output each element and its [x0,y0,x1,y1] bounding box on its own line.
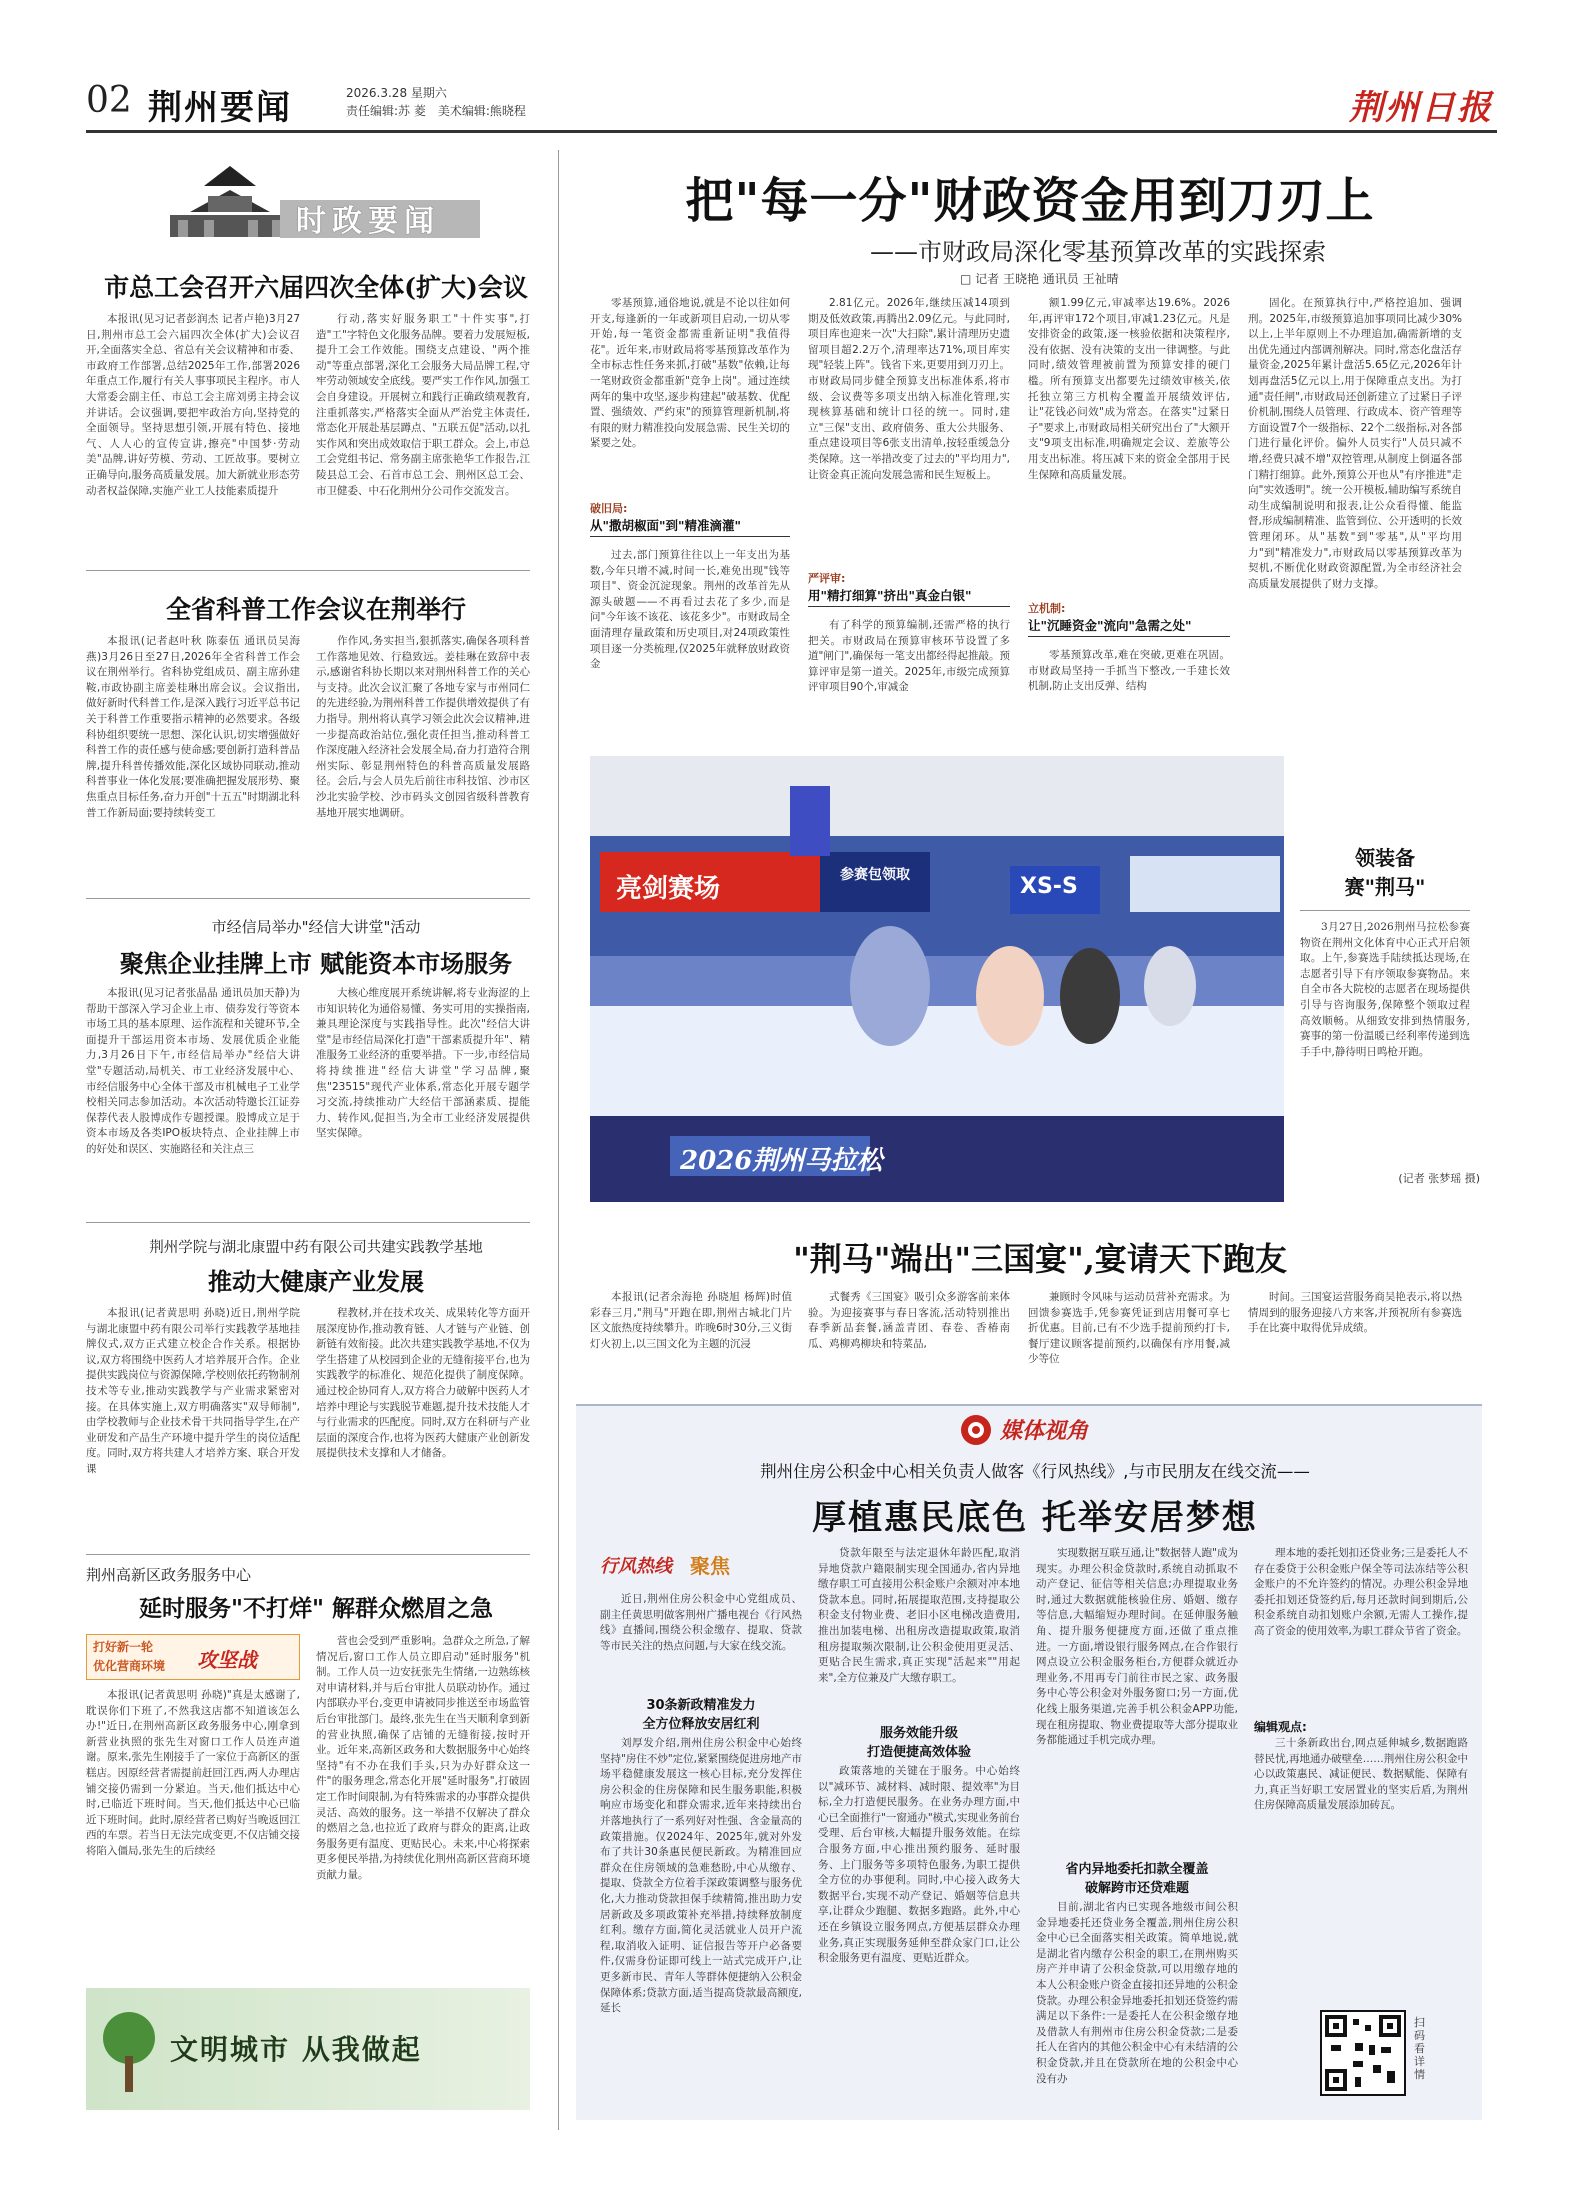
article-union-meeting-title: 市总工会召开六届四次全体(扩大)会议 [104,273,528,302]
subhead-label: 严评审: [808,572,846,585]
article-union-meeting-col1: 本报讯(见习记者彭润杰 记者卢艳)3月27日,荆州市总工会六届四次全体(扩大)会议召开,全面落实全总、省总有关会议精神和市委、市政府工作部署,总结2025年工作,部署2026年重点工作,履行有关人事事项民主程序。市人大常委会副主任、市总工会主席刘勇主持会议并讲话。会议强调,要把牢政治方向,坚持党的全面领导。坚持思想引领,开展有特色、接地气、人人心的宣传宣讲,擦亮"中国梦·劳动美"品牌,讲好劳模、劳动、工匠故事。要树立正确导向,服务高质量发展。加大新就业形态劳动者权益保障,实施产业工人技能素质提升 [86,313,300,497]
hotline-logo-text: 行风热线 [600,1556,672,1577]
media-col1-b: 刘厚发介绍,荆州住房公积金中心始终坚持"房住不炒"定位,紧紧围绕促进房地产市场平稳健康发展这一核心目标,充分发挥住房公积金的住房保障和民生服务职能,积极响应市场变化和群众需求,近年来持续出台并落地执行了一系列好对性强、含金量高的政策措施。仅2024年、2025年,就对外发布了共计30条惠民便民新政。为精准回应群众在住房领域的急难愁盼,中心从缴存、提取、贷款全方位着手深政策调整与服务优化,大力推动贷款担保手续精简,推出助力安居新政及多项政策补充举措,持续释放制度红利。缴存方面,简化灵活就业人员开户流程,取消收入证明、证信报告等开户必备要件,仅需身份证即可线上一站式完成开户,让更多新市民、青年人等群体便捷纳入公积金保障体系;贷款方面,适当提高贷款最高额度,延长 [600,1737,802,2015]
media-col3-b: 目前,湖北省内已实现各地级市间公积金异地委托还贷业务全覆盖,荆州住房公积金中心已全面落实相关政策。简单地说,就是湖北省内缴存公积金的职工,在荆州购买房产并申请了公积金贷款,可以用缴存地的本人公积金账户资金直接扣还异地的公积金贷款。办理公积金异地委托扣划还贷签约需满足以下条件:一是委托人在公积金缴存地及借款人有荆州市住房公积金贷款;二是委托人在省内的其他公积金中心有未结清的公积金贷款,并且在贷款所在地的公积金中心没有办 [1036,1901,1238,2085]
article-college-col1: 本报讯(记者黄思明 孙晓)近日,荆州学院与湖北康盟中药有限公司举行实践教学基地挂牌仪式,双方正式建立校企合作关系。根据协议,双方将围绕中医药人才培养展开合作。企业提供实践岗位与资源保障,学校则依托药物制剂技术等专业,推动实践教学与产业需求紧密对接。在具体实施上,双方明确落实"双导师制",由学校教师与企业技术骨干共同指导学生,在产业研发和产品生产环境中提升学生的岗位适配度。同时,双方将共建人才培养方案、联合开发课 [86,1307,300,1475]
subhead-label: 破旧局: [590,502,628,515]
article-service-col1: 本报讯(记者黄思明 孙晓)"真是太感谢了,耽误你们下班了,不然我这店都不知道该怎么办!"近日,在荆州高新区政务服务中心,刚拿到新营业执照的张先生对窗口工作人员连声道谢。原来,张先生刚接手了一家位于高新区的蛋糕店。因原经营者需提前赶回江西,两人办理店铺交接仍需到一分紧迫。当天,他们抵达中心时,已临近下班时间。当天,他们抵达中心已临近下班时间。此时,原经营者已购好当晚返回江西的车票。若当日无法完成变更,不仅店铺交接将陷入僵局,张先生的后续经 [86,1689,300,1857]
mid-col2: 式餐秀《三国宴》吸引众多游客前来体验。为迎接赛事与春日客流,活动特别推出春季新品套餐,涵盖青团、春卷、香椿南瓜、鸡柳鸡柳块和特菜品, [808,1291,1010,1350]
lead-col4: 固化。在预算执行中,严格控追加、强调刑。2025年,市级预算追加事项同比减少30%以上,上半年原则上不办理追加,确需新增的支出优先通过内部调剂解决。同时,常态化盘活存量资金,2025年累计盘活5.65亿元,2026年计划再盘活5亿元以上,用于保障重点支出。为打通"责任闸",市财政局还创新建立了过紧日子评价机制,围绕人员管理、行政成本、资产管理等方面设置7个一级指标、22个二级指标,对各部门进行量化评价。偏外人员实行"人员只减不增,经费只减不增"双控管理,从制度上倒逼各部门精打细算。此外,预算公开也从"有序推进"走向"实效透明"。统一公开模板,辅助编写系统自动生成编制说明和报表,让公众看得懂、能监督,形成编制精准、监管到位、公开透明的长效管理闭环。从"基数"到"零基",从"平均用力"到"精准发力",市财政局以零基预算改革为契机,不断优化财政资源配置,为全市经济社会高质量发展提供了财力支撑。 [1248,297,1462,590]
article-service-title: 延时服务"不打烊" 解群众燃眉之急 [139,1595,493,1622]
civilization-banner [86,1988,530,2110]
article-service-kicker: 荆州高新区政务服务中心 [86,1566,252,1584]
photo-sign-text: 亮剑赛场 [616,874,721,904]
photo-caption-text: 3月27日,2026荆州马拉松参赛物资在荆州文化体育中心正式开启领取。上午,参赛选手陆续抵达现场,在志愿者引导下有序领取参赛物品。来自全市各大院校的志愿者在现场提供引导与咨询服务,保障整个领取过程高效顺畅。从细致安排到热情服务,赛事的第一份温暖已经利率传递到选手手中,静待明日鸣枪开跑。 [1300,921,1470,1058]
lead-subhead-1 [590,500,790,537]
subhead-text: 用"精打细算"挤出"真金白银" [808,586,1010,607]
issue-date: 2026.3.28 星期六 [346,86,447,100]
marathon-photo-scene [590,756,1284,1202]
media-label-text: 媒体视角 [1000,1418,1089,1444]
media-subhead-1 [600,1694,802,1732]
tree-icon [94,2006,164,2096]
lead-col3-a: 额1.99亿元,审减率达19.6%。2026年,再评审172个项目,审减1.23亿元。凡是安排资金的政策,逐一核验依据和决策程序,没有依据、没有决策的支出一律调整。与此同时,绩效管理被前置为预算安排的硬门槛。所有预算支出都要先过绩效审核关,依托独立第三方机构全覆盖开展绩效评估,让"花钱必问效"成为常态。在落实"过紧日子"要求上,市财政局相关研究出台了"大额开支"9项支出标准,明确规定会议、差旅等公用支出标准。将压减下来的资金全部用于民生保障和高质量发展。 [1028,297,1230,481]
editor-note-title: 编辑观点: [1254,1720,1307,1734]
subhead-label: 立机制: [1028,602,1066,615]
mid-col4: 时间。三国宴运营服务商吴艳表示,将以热情周到的服务迎接八方来客,并预祝所有参赛选手在比赛中取得优异成绩。 [1248,1291,1462,1335]
subhead-line: 打造便捷高效体验 [866,1745,971,1760]
caption-rule [1300,910,1470,911]
divider [86,898,530,899]
photo-sign-text: 参赛包领取 [840,867,910,883]
divider [86,570,530,571]
subhead-line: 破解跨市还贷难题 [1084,1881,1189,1896]
subhead-line: 全方位释放安居红利 [642,1717,760,1732]
subhead-line: 30条新政精准发力 [646,1698,756,1713]
media-label [960,1410,1160,1450]
mid-col3: 兼顾时令风味与运动员营补充需求。为回馈参赛选手,凭参赛凭证到店用餐可享七折优惠。目前,已有不少选手提前预约打卡,餐厅建议顾客提前预约,以确保有序用餐,减少等位 [1028,1291,1230,1366]
lead-subhead-3 [1028,600,1230,637]
section-banner [170,160,480,240]
photo-banner-text: 2026荆州马拉松 [680,1146,883,1176]
civilization-banner-text: 文明城市 从我做起 [170,2033,422,2066]
badge-line: 优化营商环境 [93,1659,166,1673]
article-finance-col1: 本报讯(见习记者张晶晶 通讯员加天静)为帮助干部深入学习企业上市、债券发行等资本市场工具的基本原理、运作流程和关键环节,全面提升干部运用资本市场、发展优质企业能力,3月26日下午,市经信局举办"经信大讲堂"专题活动,局机关、市工业经济发展中心、市经信服务中心全体干部及市机械电子工业学校相关同志参加活动。本次活动特邀长江证券保荐代表人股博成作专题授课。股博成立足于资本市场及各类IPO板块特点、企业挂牌上市的好处和误区、实施路径和关注点三 [86,987,300,1155]
article-college-col2: 程教材,并在技术攻关、成果转化等方面开展深度协作,推动教育链、人才链与产业链、创新链有效衔接。此次共建实践教学基地,不仅为学生搭建了从校园到企业的无缝衔接平台,也为实践教学的标准化、规范化提供了制度保障。通过校企协同育人,双方将合力破解中医药人才培养中理论与实践脱节难题,提升技术技能人才与行业需求的匹配度。同时,双方在科研与产业层面的深度合作,也将为医药大健康产业创新发展提供技术支撑和人才储备。 [316,1307,530,1460]
article-finance-col2: 大核心维度展开系统讲解,将专业海涩的上市知识转化为通俗易懂、务实可用的实操指南,兼具理论深度与实践指导性。此次"经信大讲堂"是市经信局深化打造"干部素质提升年"、精准服务工业经济的重要举措。下一步,市经信局将持续推进"经信大讲堂"学习品牌,聚焦"23515"现代产业体系,常态化开展专题学习交流,持续推动广大经信干部涵素质、提能力、转作风,促担当,为全市工业经济发展提供坚实保障。 [316,987,530,1140]
lead-article-byline: □ 记者 王晓艳 通讯员 王祉晴 [960,272,1119,286]
focus-logo-text: 聚焦 [690,1554,730,1578]
lead-col1-a: 零基预算,通俗地说,就是不论以往如何开支,每逢新的一年或新项目启动,一切从零开始,每一笔资金都需重新证明"我值得花"。近年来,市财政局将零基预算改革作为全市标志性任务来抓,打破"基数"依赖,让每一笔财政资金都重新"竞争上岗"。通过连续两年的集中攻坚,逐步构建起"破基数、优配置、强绩效、严约束"的预算管理新机制,将有限的财力精准投向发展急需、民生关切的紧要之处。 [590,297,790,450]
mid-col1: 本报讯(记者余海艳 孙晓旭 杨辉)时值彩春三月,"荆马"开跑在即,荆州古城北门片区文旅热度持续攀升。昨晚6时30分,三义街灯火初上,以三国文化为主题的沉浸 [590,1291,792,1350]
qr-code-icon [1325,2015,1401,2091]
badge-line: 打好新一轮 [93,1640,154,1654]
subhead-line: 服务效能升级 [879,1726,958,1741]
lead-col3-b: 零基预算改革,难在突破,更难在巩固。市财政局坚持一手抓当下整改,一手建长效机制,防止支出反弹、结构 [1028,649,1230,693]
business-env-badge [86,1634,300,1680]
media-kicker: 荆州住房公积金中心相关负责人做客《行风热线》,与市民朋友在线交流—— [760,1462,1310,1481]
masthead-rule [86,130,1497,133]
photo-caption-title [1300,842,1470,900]
lead-col1-b: 过去,部门预算往往以上一年支出为基数,今年只增不减,时间一长,难免出现"钱等项目"、资金沉淀现象。荆州的改革首先从源头破题——不再看过去花了多少,而是问"今年该不该花、该花多少"。市财政局全面清理存量政策和历史项目,对24项政策性项目逐一分类梳理,仅2025年就释放财政资金 [590,549,790,671]
editor-credits: 责任编辑:苏 菱 美术编辑:熊晓程 [346,104,526,118]
section-name: 荆州要闻 [148,88,292,128]
lead-subhead-2 [808,570,1010,607]
lead-article-title: 把"每一分"财政资金用到刀刃上 [685,173,1375,229]
article-union-meeting-col2: 行动,落实好服务职工"十件实事",打造"工"字特色文化服务品牌。要着力发展短板,提升工会工作效能。围绕支点建设、"两个推动"等重点部署,深化工会服务大局品牌工程,守牢劳动领域安全底线。要严实工作作风,加强工会自身建设。开展树立和践行正确政绩观教育,注重抓落实,严格落实全面从严治党主体责任,常态化开展赴基层蹲点、"五联五促"活动,以扎实作风和突出成效取信于职工群众。会上,市总工会党组书记、常务副主席张艳华工作报告,江陵县总工会、石首市总工会、荆州区总工会、市卫健委、中石化荆州分公司作交流发言。 [316,313,530,497]
mid-article-title: "荆马"端出"三国宴",宴请天下跑友 [793,1240,1287,1278]
article-service-col2: 营也会受到严重影响。急群众之所急,了解情况后,窗口工作人员立即启动"延时服务"机制。工作人员一边安抚张先生情绪,一边熟练核对申请材料,并与后台审批人员联动协作。通过内部联办平台,变更申请被同步推送至市场监管后台审批部门。最终,张先生在当天顺利拿到新的营业执照,确保了店铺的无缝衔接,按时开业。近年来,高新区政务和大数据服务中心始终坚持"有不办在我们手头,只为办好群众这一件"的服务理念,常态化开展"延时服务",打破固定工作时间限制,为有特殊需求的办事群众提供灵活、高效的服务。这一举措不仅解决了群众的燃眉之急,也拉近了政府与群众的距离,让政务服务更有温度、更贴民心。未来,中心将探索更多便民举措,为持续优化荆州高新区营商环境贡献力量。 [316,1635,530,1881]
media-subhead-2 [818,1722,1020,1760]
article-finance-kicker: 市经信局举办"经信大讲堂"活动 [211,918,421,936]
article-college-title: 推动大健康产业发展 [208,1267,424,1296]
subhead-text: 让"沉睡资金"流向"急需之处" [1028,616,1230,637]
subhead-line: 省内异地委托扣款全覆盖 [1065,1862,1209,1877]
article-college-kicker: 荆州学院与湖北康盟中药有限公司共建实践教学基地 [149,1240,483,1256]
article-science-col1: 本报讯(记者赵叶秋 陈泰伍 通讯员吴海燕)3月26日至27日,2026年全省科普工作会议在荆州举行。省科协党组成员、副主席孙建鞍,市政协副主席姜桂琳出席会议。会议指出,做好新时代科普工作,是深入践行习近平总书记关于科普工作重要指示精神的必然要求。各级科协组织要统一思想、深化认识,切实增强做好科普工作的责任感与使命感;要创新打造科普品牌,提升科普传播效能,深化区域协同联动,推动科普事业一体化发展;要准确把握发展形势、聚焦重点目标任务,奋力开创"十五五"时期湖北科普工作新局面;要持续转变工 [86,635,300,819]
media-subhead-3 [1036,1858,1238,1896]
photo-sign-text: XS-S [1020,874,1078,899]
article-science-title: 全省科普工作会议在荆举行 [165,595,466,624]
divider [86,1222,530,1223]
section-banner-title: 时政要闻 [296,204,440,239]
page-number: 02 [86,80,132,121]
marathon-photo [590,756,1284,1202]
caption-title-line: 赛"荆马" [1344,875,1426,899]
lead-article-subtitle: ——市财政局深化零基预算改革的实践探索 [870,238,1326,266]
editor-note-text: 三十条新政出台,网点延伸城乡,数据跑路替民忧,再地通办破壁垒……荆州住房公积金中心以政策惠民、减证便民、数据赋能、保障有力,真正当好职工安居置业的坚实后盾,为荆州住房保障高质量发展添加砖瓦。 [1254,1737,1468,1812]
hotline-logo [600,1546,802,1588]
article-finance-title: 聚焦企业挂牌上市 赋能资本市场服务 [119,949,513,978]
media-col1-a: 近日,荆州住房公积金中心党组成员、副主任黄思明做客荆州广播电视台《行风热线》直播间,围绕公积金缴存、提取、贷款等市民关注的热点问题,与大家在线交流。 [600,1593,802,1652]
photo-credit: (记者 张梦瑶 摄) [1398,1172,1480,1185]
caption-title-line: 领装备 [1355,846,1415,870]
column-divider [558,150,559,2130]
qr-label: 扫码看详情 [1414,2016,1425,2081]
pavilion-icon [170,160,290,240]
lead-col2-a: 2.81亿元。2026年,继续压减14项到期及低效政策,再腾出2.09亿元。与此同时,项目库也迎来一次"大扫除",累计清理历史遗留项目超2.2万个,清理率达71%,项目库实现"轻装上阵"。钱省下来,更要用到刀刃上。市财政局同步健全预算支出标准体系,将市级、会议费等多项支出纳入标准化管理,实现核算基础和统计口径的统一。同时,建立"三保"支出、政府债务、重大公共服务、重点建设项目等6张支出清单,按轻重缓急分类保障。这一举措改变了过去的"平均用力",让资金真正流向发展急需和民生短板上。 [808,297,1010,481]
media-title: 厚植惠民底色 托举安居梦想 [812,1498,1258,1538]
media-col2-b: 政策落地的关键在于服务。中心始终以"减环节、减材料、减时限、提效率"为目标,全力打造便民服务。在业务办理方面,中心已全面推行"一窗通办"模式,实现业务前台受理、后台审核,大幅提升服务效能。在综合服务方面,中心推出预约服务、延时服务、上门服务等多项特色服务,为职工提供全方位的办事便利。同时,中心接入政务大数据平台,实现不动产登记、婚姻等信息共享,让群众少跑腿、数据多跑路。此外,中心还在乡镇设立服务网点,方便基层群众办理业务,真正实现服务延伸至群众家门口,让公积金服务更有温度、更贴近群众。 [818,1765,1020,1965]
subhead-text: 从"撒胡椒面"到"精准滴灌" [590,516,790,537]
qr-code[interactable] [1320,2010,1406,2096]
paper-logo: 荆州日报 [1349,88,1493,128]
divider [86,1554,530,1555]
camera-lens-icon [960,1414,992,1446]
masthead [86,78,1497,126]
article-science-col2: 作作风,务实担当,狠抓落实,确保各项科普工作落地见效、行稳致远。姜桂琳在致辞中表示,感谢省科协长期以来对荆州科普工作的关心与支持。此次会议汇聚了各地专家与市州同仁的先进经验,为荆州科普工作提供增效提供了有力指导。荆州将认真学习领会此次会议精神,进一步提高政治站位,强化责任担当,推动科普工作深度融入经济社会发展全局,奋力打造符合荆州实际、彰显荆州特色的科普高质量发展路径。会后,与会人员先后前往市科技馆、沙市区沙北实验学校、沙市码头文创园省级科普教育基地开展实地调研。 [316,635,530,819]
media-col3-a: 实现数据互联互通,让"数据替人跑"成为现实。办理公积金贷款时,系统自动抓取不动产登记、征信等相关信息;办理提取业务时,通过大数据就能核验住房、婚姻、缴存等信息,大幅缩短办理时间。在延伸服务触角、提升服务便捷度方面,还做了重点推进。一方面,增设银行服务网点,在合作银行网点设立公积金服务柜台,方便群众就近办理业务,不用再专门前往市民之家、政务服务中心等公积金对外服务窗口;另一方面,优化线上服务渠道,完善手机公积金APP功能,现在租房提取、物业费提取等大部分提取业务都能通过手机完成办理。 [1036,1547,1238,1747]
media-col4-a: 理本地的委托划扣还贷业务;三是委托人不存在委贷于公积金账户保全等司法冻结等公积金账户的不允许签约的情况。办理公积金异地委托扣划还贷签约后,每月还款时间到期后,公积金系统自动扣划账户余额,无需人工操作,提高了资金的使用效率,为职工群众节省了资金。 [1254,1547,1468,1637]
media-col2-a: 贷款年限至与法定退休年龄匹配,取消异地贷款户籍限制实现全国通办,省内异地缴存职工可直接用公积金账户余额对冲本地贷款本息。同时,拓展提取范围,支持提取公积金支付物业费、老旧小区电梯改造费用,推出加装电梯、出租房改造提取政策,取消租房提取频次限制,让公积金使用更灵活、更贴合民生需求,真正实现"活起来""用起来",全方位兼及广大缴存职工。 [818,1547,1020,1684]
lead-col2-b: 有了科学的预算编制,还需严格的执行把关。市财政局在预算审核环节设置了多道"闸门",确保每一笔支出都经得起推敲。预算评审是第一道关。2025年,市级完成预算评审项目90个,审减金 [808,619,1010,694]
badge-line: 攻坚战 [197,1648,257,1672]
